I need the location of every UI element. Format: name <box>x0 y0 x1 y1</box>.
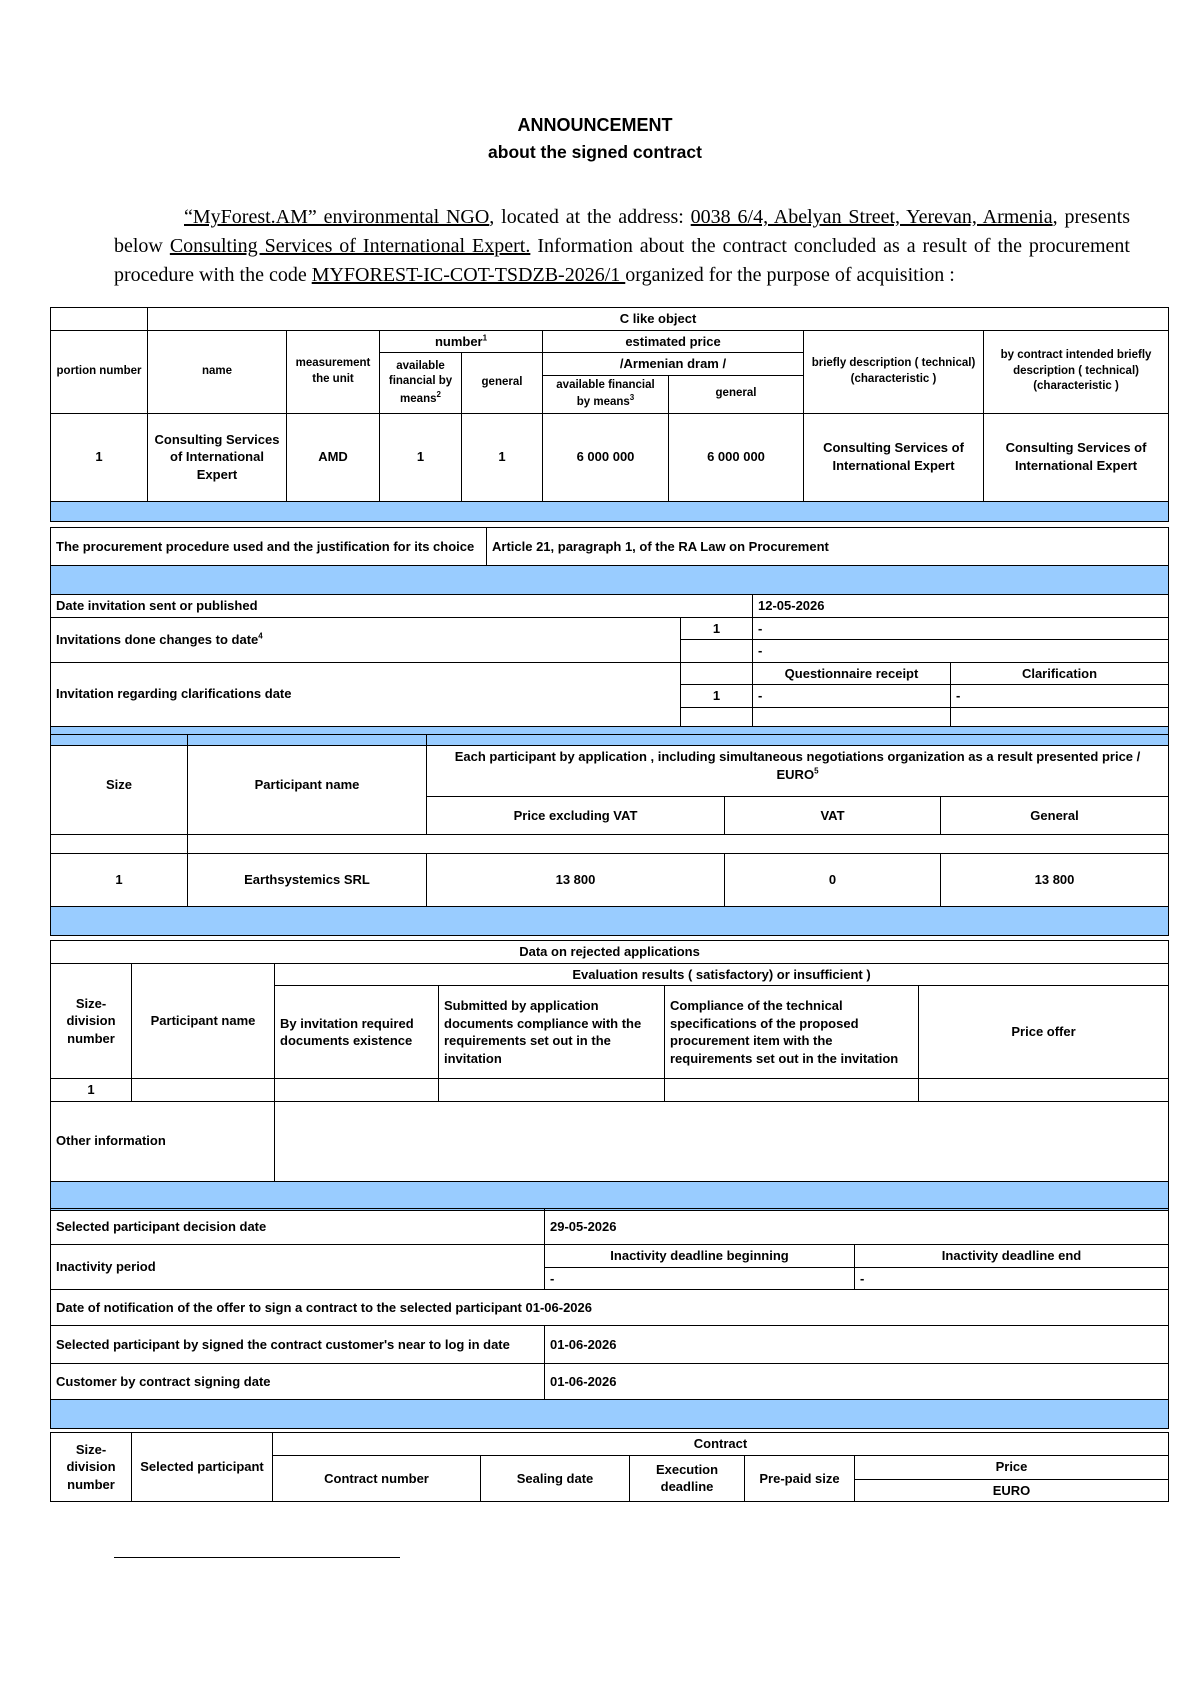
rejected-table <box>50 940 1169 1211</box>
separator-band <box>51 907 1169 936</box>
inactivity-begin-header: Inactivity deadline beginning <box>545 1245 855 1268</box>
lots-table <box>50 307 1169 522</box>
col-size: Size <box>51 735 188 835</box>
customer-signing-label: Customer by contract signing date <box>51 1364 545 1400</box>
questionnaire-receipt-header: Questionnaire receipt <box>753 662 951 685</box>
lot-contract-brief: Consulting Services of International Expert <box>984 413 1169 501</box>
col-technical-compliance: Compliance of the technical specifications of the proposed procurement item with the requirements set out in the invitation <box>665 986 919 1079</box>
rejected-row <box>51 1079 1169 1102</box>
changes-number: 1 <box>681 617 753 640</box>
col-portion-number: portion number <box>51 330 148 413</box>
customer-signing-value: 01-06-2026 <box>545 1364 1169 1400</box>
clarifications-date-label: Invitation regarding clarifications date <box>51 662 681 726</box>
clarification-header: Clarification <box>951 662 1169 685</box>
col-measurement-unit: measurement the unit <box>287 330 380 413</box>
notification-date: Date of notification of the offer to sign a contract to the selected participant 01-06-2026 <box>51 1290 1169 1326</box>
participant-vat: 0 <box>725 854 941 907</box>
col-size-division: Size-division number <box>51 963 132 1079</box>
organization-name: “MyForest.AM” environmental NGO <box>184 206 490 228</box>
col-number: number$^1$ <box>380 330 543 353</box>
organization-address: 0038 6/4, Abelyan Street, Yerevan, Armenia <box>690 206 1053 228</box>
col-prepaid-size: Pre-paid size <box>745 1455 855 1502</box>
separator-band <box>51 501 1169 521</box>
separator-band <box>51 566 1169 595</box>
lot-row <box>51 413 1169 501</box>
intro-text: , located at the address: <box>489 206 691 228</box>
participant-signed-label: Selected participant by signed the contract customer's near to log in date <box>51 1326 545 1364</box>
separator-band <box>51 1400 1169 1429</box>
participant-name: Earthsystemics SRL <box>188 854 427 907</box>
col-general: general <box>462 353 543 413</box>
procedure-value: Article 21, paragraph 1, of the RA Law on Procurement <box>487 528 1169 566</box>
col-estimated-price: estimated price <box>543 330 804 353</box>
col-execution-deadline: Execution deadline <box>630 1455 745 1502</box>
separator-band <box>51 1181 1169 1210</box>
lot-portion: 1 <box>51 413 148 501</box>
decision-date-value: 29-05-2026 <box>545 1209 1169 1245</box>
participants-table <box>50 734 1169 936</box>
invitation-date-value: 12-05-2026 <box>753 595 1169 618</box>
contract-header: Contract <box>273 1433 1169 1456</box>
col-presented-price: Each participant by application , including simultaneous negotiations organization as a result presented price / EURO$^5$ <box>427 735 1169 797</box>
contract-table <box>50 1432 1169 1502</box>
col-size-division: Size-division number <box>51 1433 132 1502</box>
object-header: C like object <box>148 308 1169 331</box>
col-vat: VAT <box>725 797 941 835</box>
col-general: General <box>941 797 1169 835</box>
lot-price-available: 6 000 000 <box>543 413 669 501</box>
service-name: Consulting Services of International Expert. <box>169 235 531 257</box>
participant-price-excl-vat: 13 800 <box>427 854 725 907</box>
col-price: Price <box>855 1455 1169 1479</box>
invitation-date-label: Date invitation sent or published <box>51 595 753 618</box>
intro-paragraph <box>114 203 1130 290</box>
col-contract-number: Contract number <box>273 1455 481 1502</box>
dates-table <box>50 594 1169 746</box>
col-price-available: available financial by means$^3$ <box>543 375 669 413</box>
clarifications-number: 1 <box>681 685 753 708</box>
col-price-offer: Price offer <box>919 986 1169 1079</box>
decision-table <box>50 1208 1169 1429</box>
document-subtitle: about the signed contract <box>488 142 702 162</box>
inactivity-end-value: - <box>855 1267 1169 1290</box>
participant-row <box>51 854 1169 907</box>
intro-text: Information about the contract concluded as a result of the procurement procedure with the code <box>114 235 1130 286</box>
lot-available: 1 <box>380 413 462 501</box>
rejected-row-number: 1 <box>51 1079 132 1102</box>
other-information-label: Other information <box>51 1101 275 1181</box>
decision-date-label: Selected participant decision date <box>51 1209 545 1245</box>
participant-size: 1 <box>51 854 188 907</box>
participant-signed-value: 01-06-2026 <box>545 1326 1169 1364</box>
lot-name: Consulting Services of International Expert <box>148 413 287 501</box>
inactivity-period-label: Inactivity period <box>51 1245 545 1290</box>
col-available-means: available financial by means$^2$ <box>380 353 462 413</box>
footnote-separator <box>114 1557 400 1558</box>
col-selected-participant: Selected participant <box>132 1433 273 1502</box>
col-price-excl-vat: Price excluding VAT <box>427 797 725 835</box>
evaluation-header: Evaluation results ( satisfactory) or insufficient ) <box>275 963 1169 986</box>
procedure-table <box>50 527 1169 595</box>
col-currency: EURO <box>855 1479 1169 1502</box>
col-name: name <box>148 330 287 413</box>
rejected-title: Data on rejected applications <box>51 941 1169 964</box>
col-documents-existence: By invitation required documents existence <box>275 986 439 1079</box>
lot-brief: Consulting Services of International Expert <box>804 413 984 501</box>
changes-date-label: Invitations done changes to date$^4$ <box>51 617 681 662</box>
intro-text: , presents below <box>114 206 1130 257</box>
col-participant-name: Participant name <box>188 735 427 835</box>
lot-general: 1 <box>462 413 543 501</box>
changes-value-1: - <box>753 617 1169 640</box>
inactivity-end-header: Inactivity deadline end <box>855 1245 1169 1268</box>
questionnaire-receipt-value: - <box>753 685 951 708</box>
other-information-value <box>275 1101 1169 1181</box>
col-currency: /Armenian dram / <box>543 353 804 376</box>
document-title: ANNOUNCEMENT <box>517 115 673 135</box>
inactivity-begin-value: - <box>545 1267 855 1290</box>
col-price-general: general <box>669 375 804 413</box>
col-sealing-date: Sealing date <box>481 1455 630 1502</box>
participant-general: 13 800 <box>941 854 1169 907</box>
lot-price-general: 6 000 000 <box>669 413 804 501</box>
changes-value-2: - <box>753 640 1169 663</box>
col-participant-name: Participant name <box>132 963 275 1079</box>
lot-unit: AMD <box>287 413 380 501</box>
procurement-code: MYFOREST-IC-COT-TSDZB-2026/1 <box>311 264 626 286</box>
col-contract-brief-description: by contract intended briefly description ( technical) (characteristic ) <box>984 330 1169 413</box>
clarification-value: - <box>951 685 1169 708</box>
procedure-label: The procurement procedure used and the justification for its choice <box>51 528 487 566</box>
intro-text: organized for the purpose of acquisition : <box>625 264 955 286</box>
col-documents-compliance: Submitted by application documents compliance with the requirements set out in the invitation <box>439 986 665 1079</box>
col-brief-description: briefly description ( technical) (characteristic ) <box>804 330 984 413</box>
